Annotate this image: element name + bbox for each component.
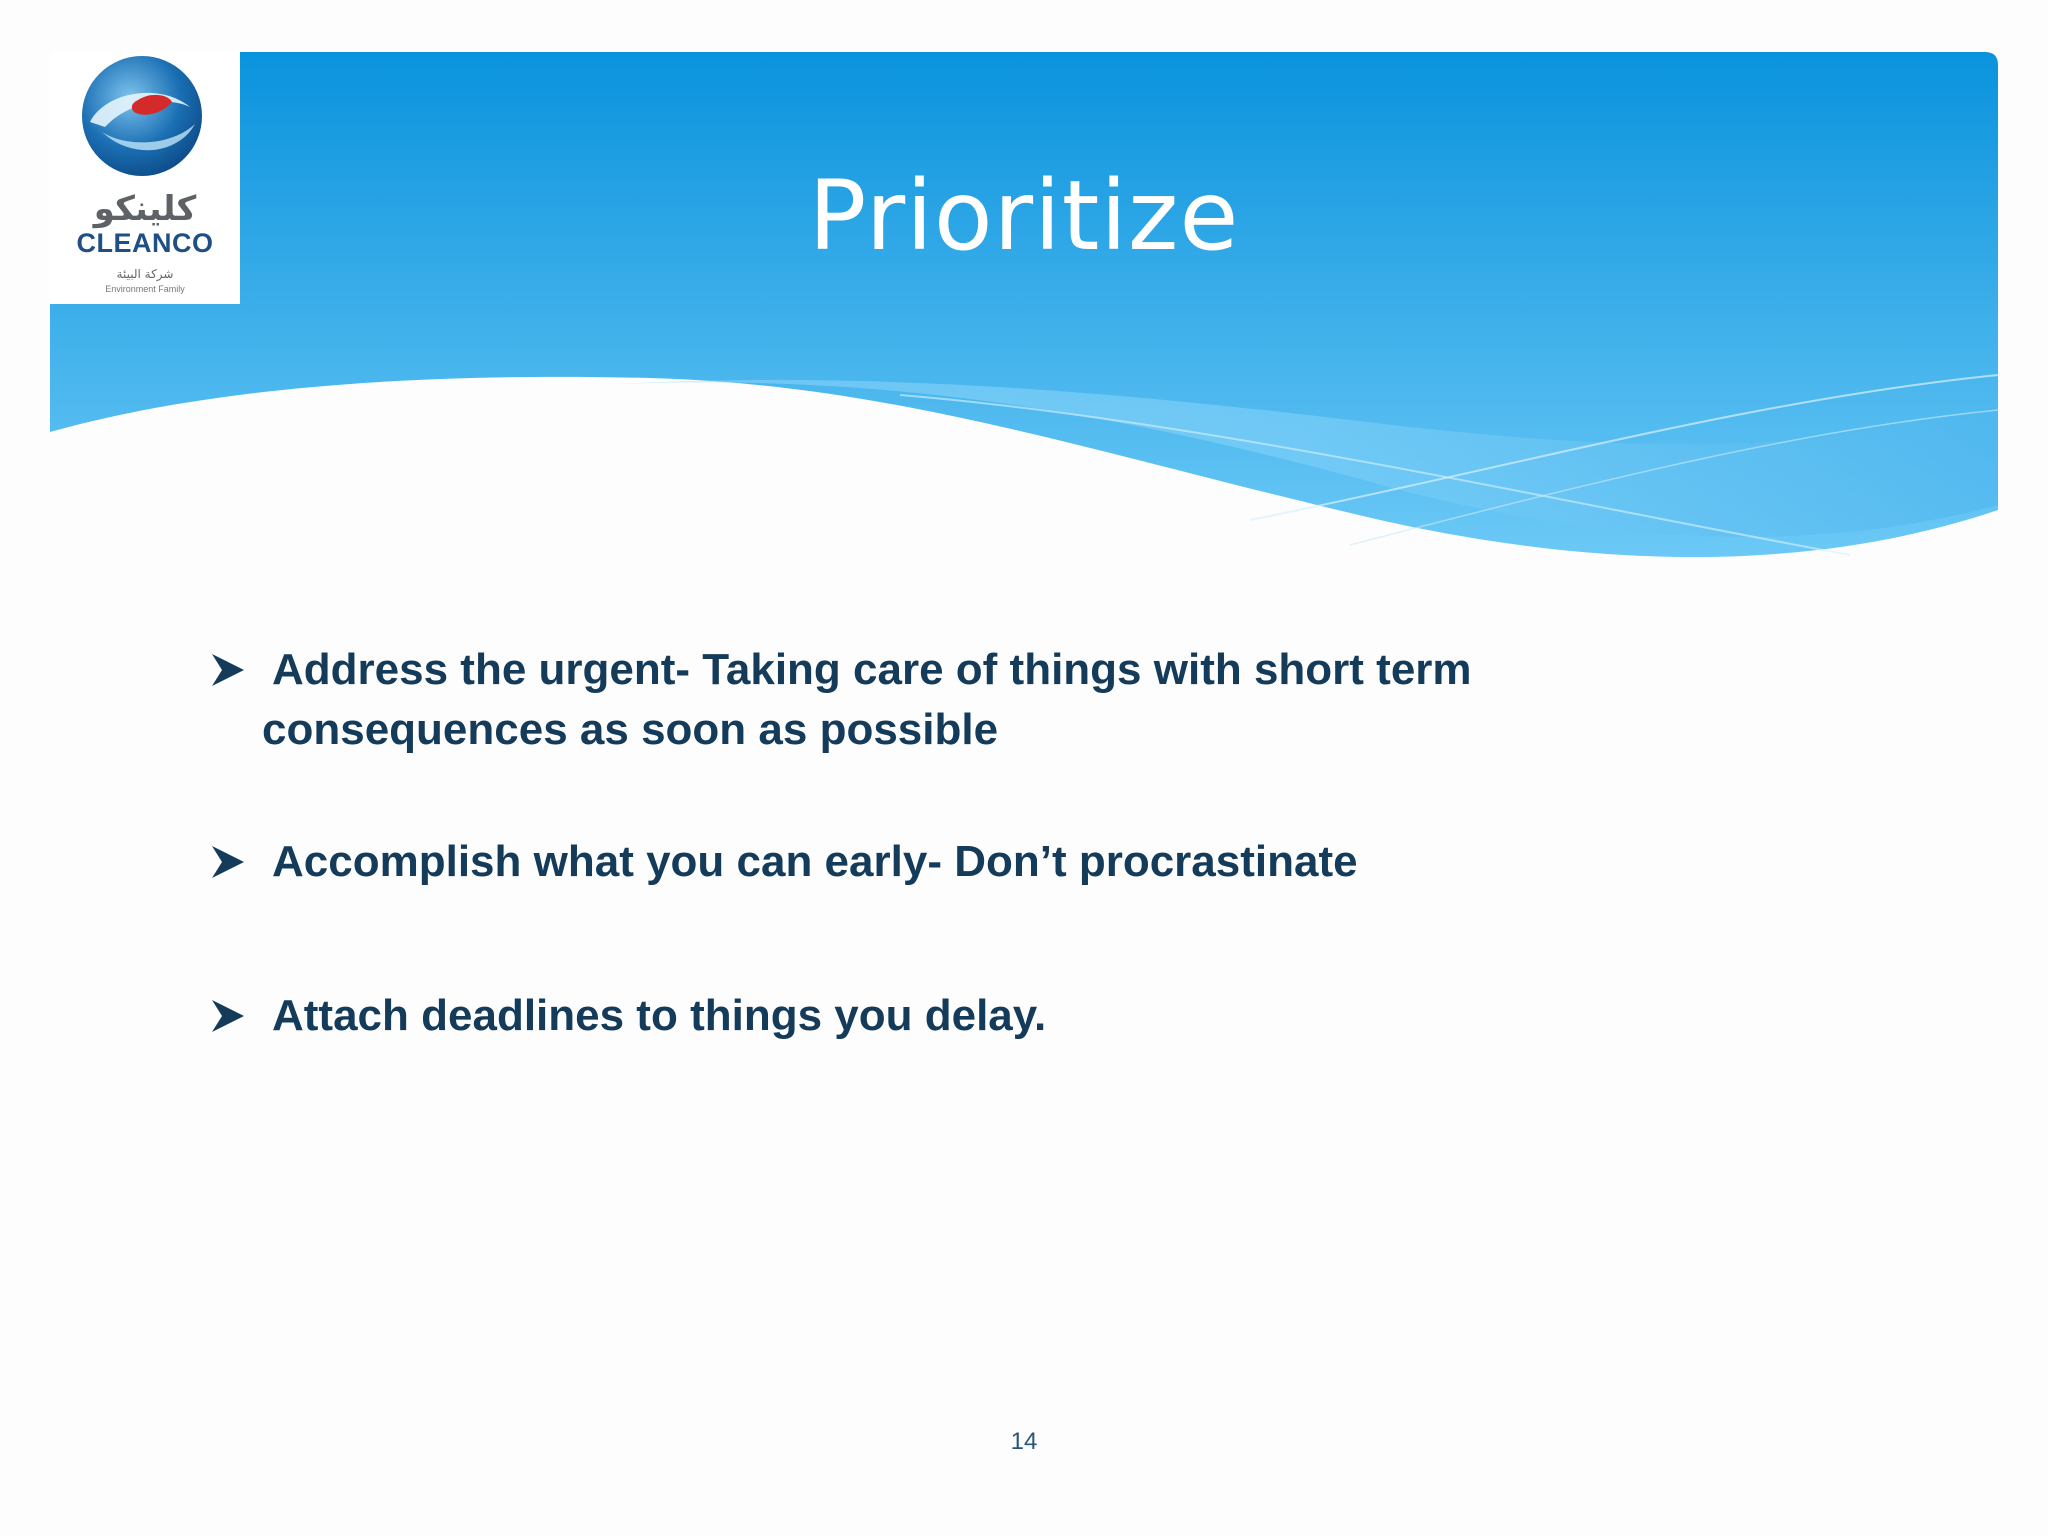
bullet-text: Attach deadlines to things you delay. bbox=[272, 991, 1047, 1040]
bullet-text: Address the urgent- Taking care of things with short term consequences as soon as possible bbox=[262, 645, 1472, 754]
header-wave-background bbox=[0, 0, 2048, 600]
bullet-item bbox=[210, 832, 1710, 892]
arrow-bullet-icon bbox=[210, 652, 246, 688]
page-number: 14 bbox=[1010, 1428, 1038, 1455]
arrow-bullet-icon bbox=[210, 844, 246, 880]
bullet-item bbox=[210, 640, 1710, 760]
cleanco-logo-graphic bbox=[50, 52, 240, 304]
logo-latin-name: CLEANCO bbox=[76, 228, 214, 258]
bullet-item bbox=[210, 986, 1710, 1046]
arrow-bullet-icon bbox=[210, 998, 246, 1034]
slide-title: Prioritize bbox=[808, 160, 1240, 272]
logo-arabic-tagline: شركة البيئة bbox=[116, 267, 174, 281]
logo-arabic-name: كلينكو bbox=[93, 189, 197, 229]
logo-latin-tagline: Environment Family bbox=[105, 284, 185, 294]
cleanco-logo bbox=[50, 52, 240, 304]
bullet-text: Accomplish what you can early- Don’t procrastinate bbox=[272, 837, 1358, 886]
